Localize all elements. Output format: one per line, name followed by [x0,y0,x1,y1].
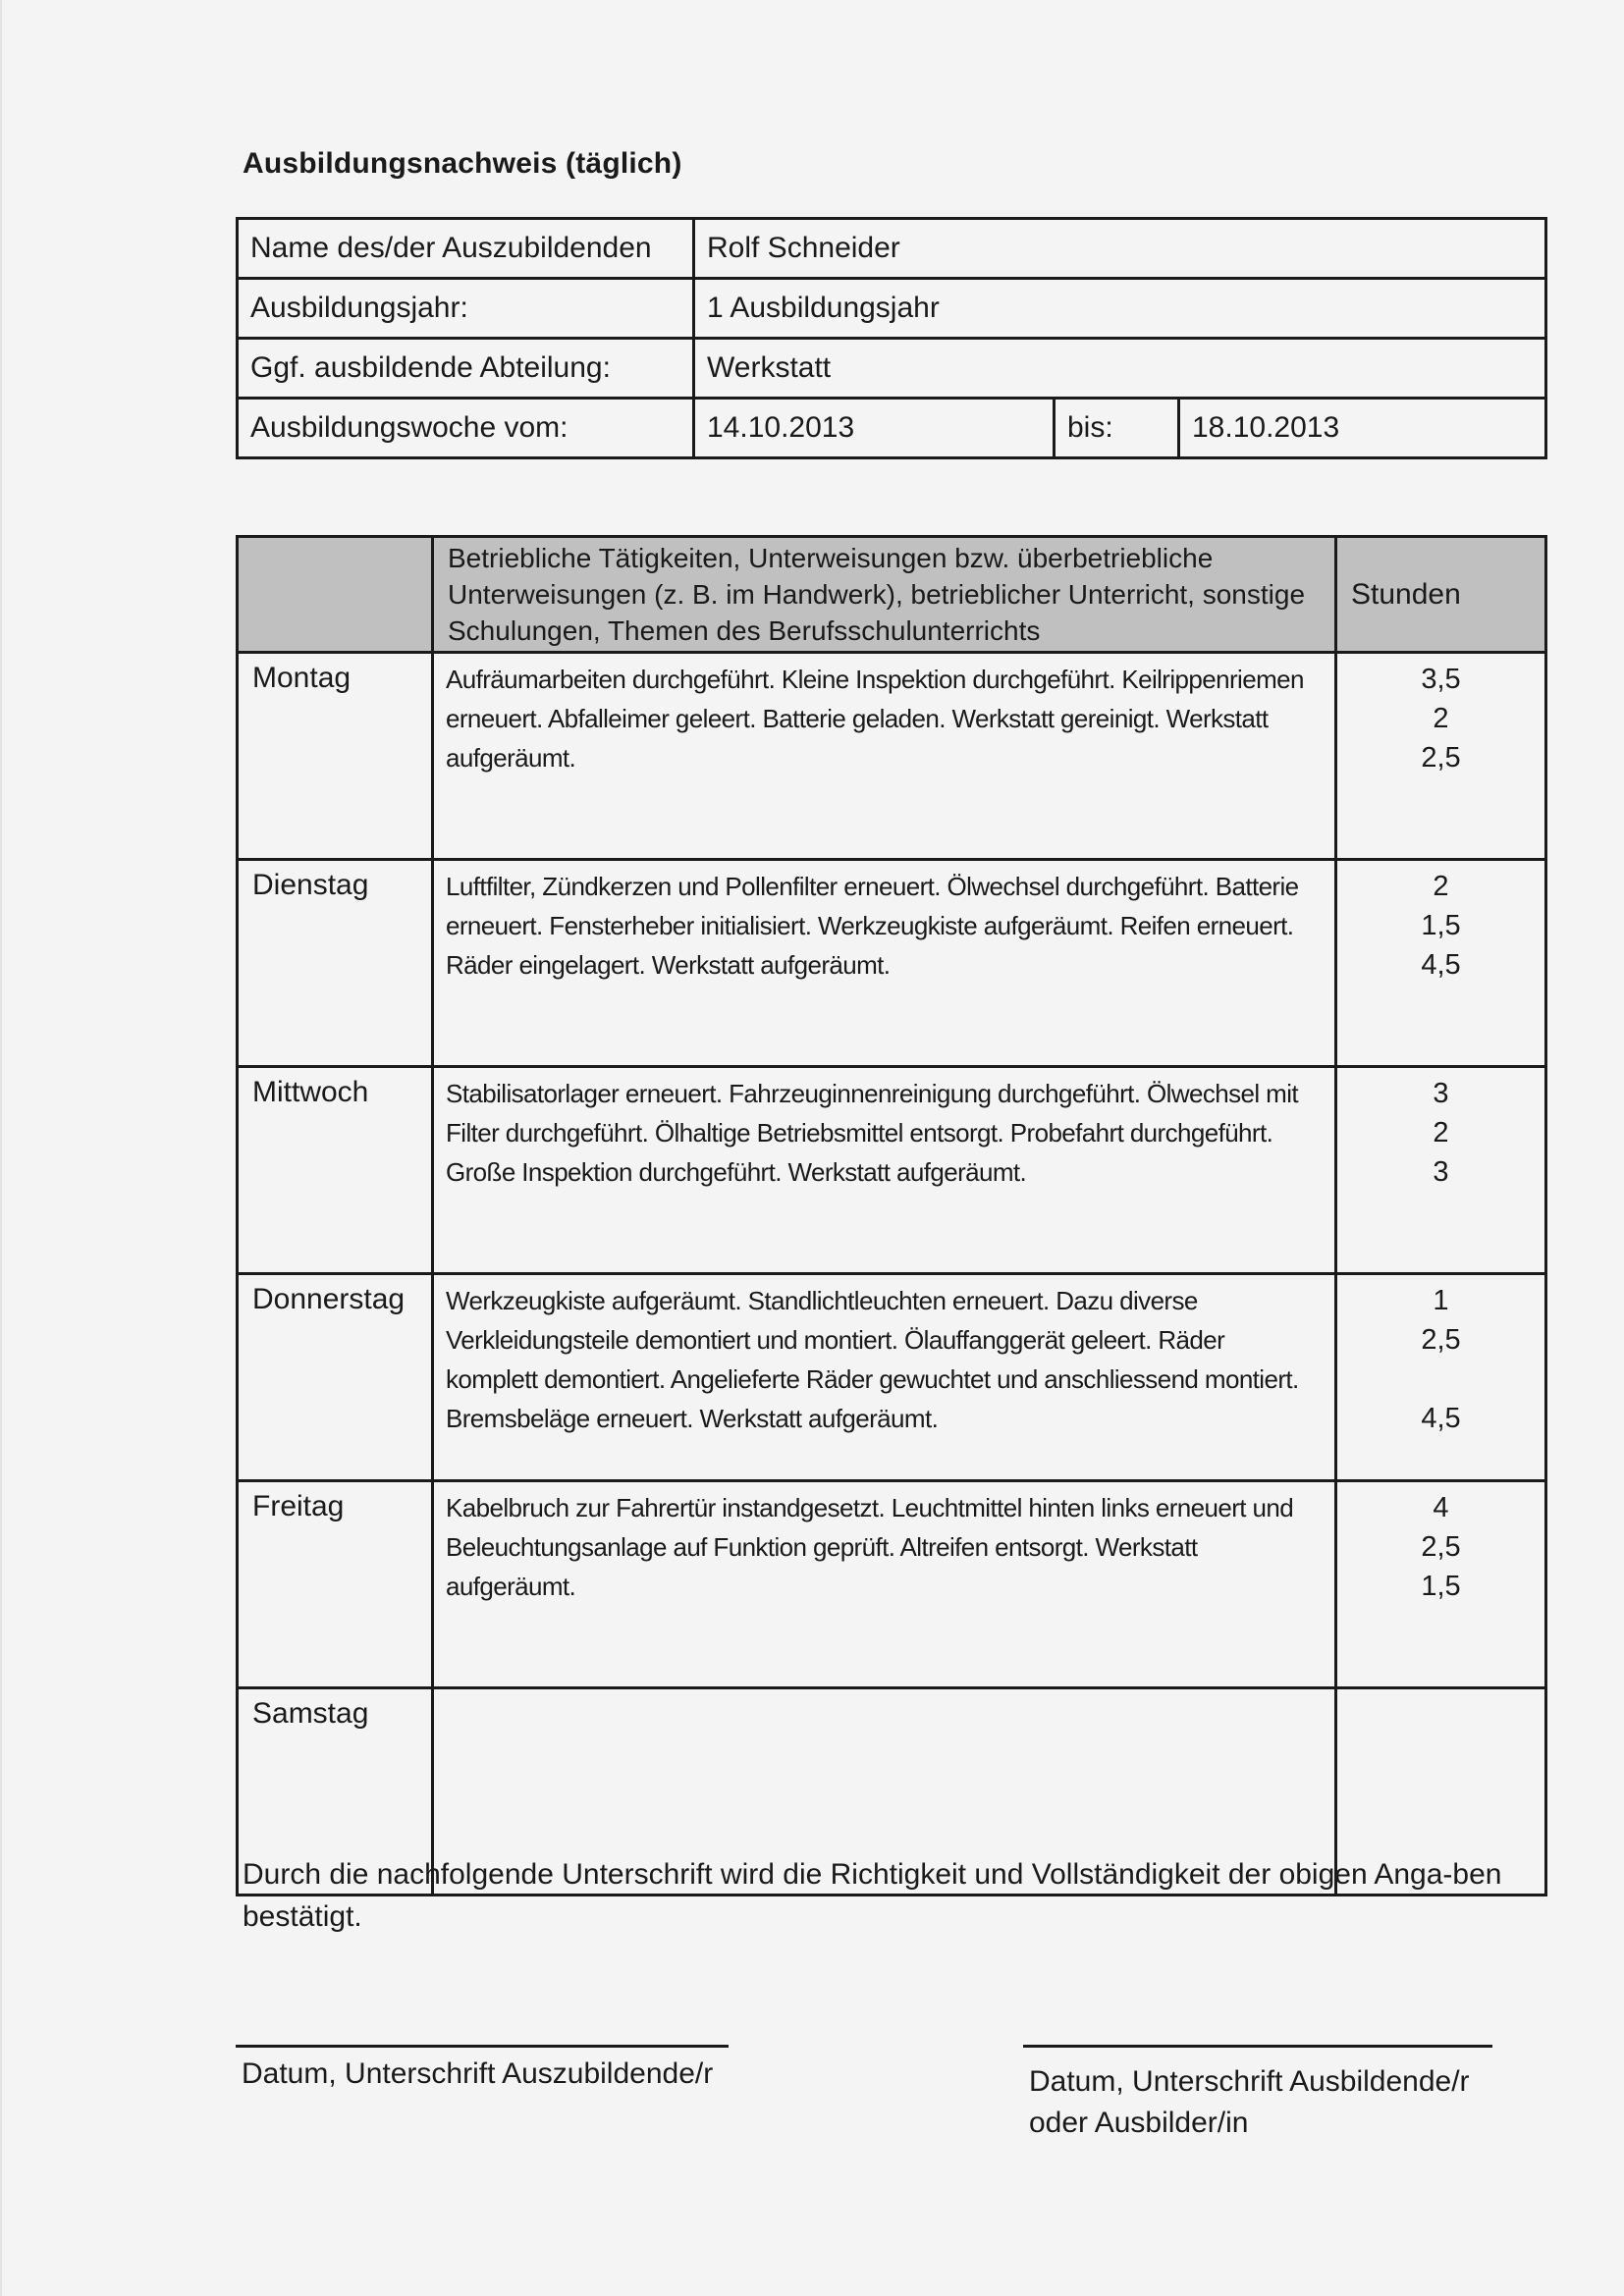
day-label: Montag [238,653,433,860]
day-label: Samstag [238,1688,433,1896]
hours-value: 4 [1433,1492,1449,1523]
weekly-activities-table [236,535,1547,1896]
hours-value [1337,1360,1544,1399]
department-label: Ggf. ausbildende Abteilung: [238,339,694,399]
activities-text: Kabelbruch zur Fahrertür instandgesetzt. Leuchtmittel hinten links erneuert und Beleuchtungsanlage auf Funktion geprüft. Altreifen entsorgt. Werkstatt aufgeräumt. [433,1481,1336,1688]
hours-value: 2,5 [1421,742,1461,774]
hours-value: 1 [1433,1285,1449,1316]
week-bis-label: bis: [1055,399,1179,458]
hours-value: 2,5 [1421,1531,1461,1563]
signature-trainer [1023,2045,1492,2158]
year-value: 1 Ausbildungsjahr [694,279,1546,339]
hours-cell [1336,653,1546,860]
hours-value: 4,5 [1421,1403,1461,1434]
info-row-department [238,339,1546,399]
day-label: Dienstag [238,860,433,1067]
week-from-value: 14.10.2013 [694,399,1055,458]
name-label: Name des/der Auszubildenden [238,219,694,279]
table-row [238,1274,1546,1481]
header-activities: Betriebliche Tätigkeiten, Unterweisungen bzw. überbetriebliche Unterweisungen (z. B. im Handwerk), betrieblicher Unterricht, sonstige Schulungen, Themen des Berufsschulunterrichts [433,537,1336,653]
hours-value: 2 [1433,871,1449,902]
activities-text: Werkzeugkiste aufgeräumt. Standlichtleuchten erneuert. Dazu diverse Verkleidungsteile demontiert und montiert. Ölauffanggerät geleert. Räder komplett demontiert. Angelieferte Räder gewuchtet und anschliessend montiert. Bremsbeläge erneuert. Werkstatt aufgeräumt. [433,1274,1336,1481]
hours-cell [1336,1481,1546,1688]
activities-text: Stabilisatorlager erneuert. Fahrzeuginnenreinigung durchgeführt. Ölwechsel mit Filter durchgeführt. Ölhaltige Betriebsmittel entsorgt. Probefahrt durchgeführt. Große Inspektion durchgeführt. Werkstatt aufgeräumt. [433,1067,1336,1274]
table-header-row [238,537,1546,653]
table-row [238,1067,1546,1274]
signature-trainer-label [1023,2048,1492,2158]
header-day-cell [238,537,433,653]
confirmation-text: Durch die nachfolgende Unterschrift wird die Richtigkeit und Vollständigkeit der obigen Anga-ben bestätigt. [243,1858,1502,1933]
day-label: Mittwoch [238,1067,433,1274]
name-value: Rolf Schneider [694,219,1546,279]
table-row [238,653,1546,860]
table-row [238,1481,1546,1688]
table-row [238,860,1546,1067]
hours-value: 3,5 [1421,664,1461,695]
info-row-year [238,279,1546,339]
header-hours: Stunden [1336,537,1546,653]
hours-value: 3 [1433,1156,1449,1188]
hours-value: 1,5 [1421,910,1461,941]
day-label: Freitag [238,1481,433,1688]
signature-trainee [236,2045,729,2101]
hours-value: 2,5 [1421,1324,1461,1356]
info-row-week [238,399,1546,458]
hours-value: 3 [1433,1078,1449,1109]
document-title: Ausbildungsnachweis (täglich) [243,147,682,180]
week-label: Ausbildungswoche vom: [238,399,694,458]
hours-value: 1,5 [1421,1571,1461,1602]
info-row-name [238,219,1546,279]
signature-trainer-line2: oder Ausbilder/in [1029,2107,1249,2139]
hours-value: 2 [1433,703,1449,734]
hours-value: 2 [1433,1117,1449,1148]
signature-trainee-label: Datum, Unterschrift Auszubildende/r [242,2057,714,2090]
year-label: Ausbildungsjahr: [238,279,694,339]
hours-cell [1336,1274,1546,1481]
activities-text: Aufräumarbeiten durchgeführt. Kleine Inspektion durchgeführt. Keilrippenriemen erneuert. Abfalleimer geleert. Batterie geladen. Werkstatt gereinigt. Werkstatt aufgeräumt. [433,653,1336,860]
hours-cell [1336,1067,1546,1274]
department-value: Werkstatt [694,339,1546,399]
day-label: Donnerstag [238,1274,433,1481]
activities-text: Luftfilter, Zündkerzen und Pollenfilter erneuert. Ölwechsel durchgeführt. Batterie erneuert. Fensterheber initialisiert. Werkzeugkiste aufgeräumt. Reifen erneuert. Räder eingelagert. Werkstatt aufgeräumt. [433,860,1336,1067]
info-table [236,217,1547,459]
signature-trainer-line1: Datum, Unterschrift Ausbildende/r [1029,2065,1470,2098]
week-to-value: 18.10.2013 [1179,399,1546,458]
hours-cell [1336,860,1546,1067]
hours-value: 4,5 [1421,949,1461,981]
